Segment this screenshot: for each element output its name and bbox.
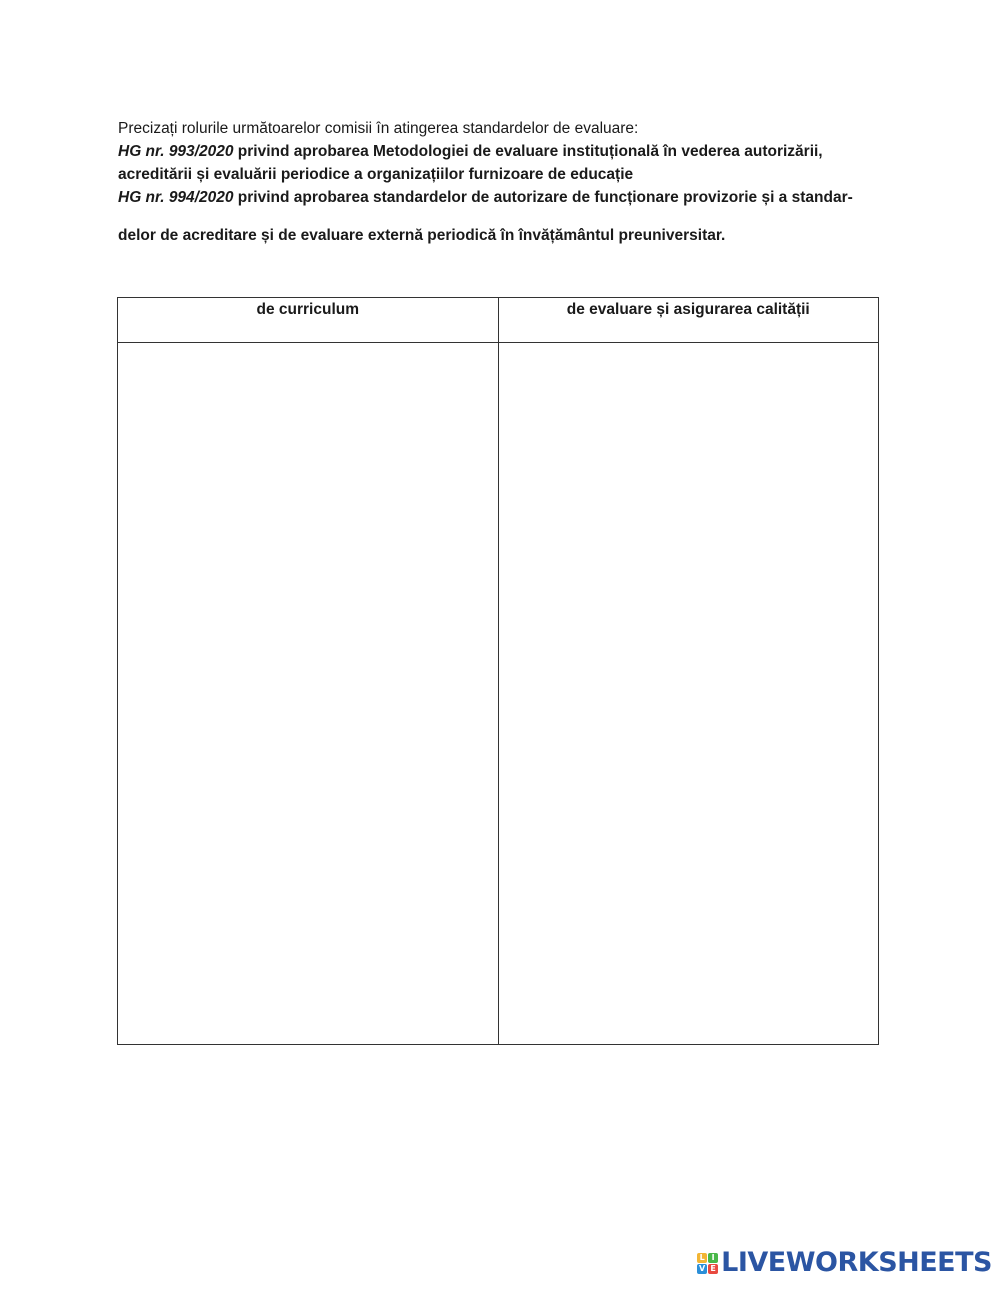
logo-mark-letter: V xyxy=(699,1263,706,1273)
law-993-ref: HG nr. 993/2020 xyxy=(118,143,234,160)
answer-cell-evaluation-quality xyxy=(498,343,879,1045)
logo-mark-letter: I xyxy=(708,1253,718,1263)
column-header-evaluation-quality: de evaluare și asigurarea calității xyxy=(498,298,879,343)
instruction-intro: Precizați rolurile următoarelor comisii în atingerea standardelor de evaluare: xyxy=(118,120,639,137)
law-994-text-line2: delor de acreditare și de evaluare externă periodică în învățământul preuniversitar. xyxy=(118,227,726,244)
law-994-text-line1: privind aprobarea standardelor de autorizare de funcționare provizorie și a standar- xyxy=(233,189,853,206)
liveworksheets-logo xyxy=(697,1249,992,1277)
instructions-block xyxy=(118,117,898,247)
law-993-text-line1: privind aprobarea Metodologiei de evaluare instituțională în vederea autorizării, xyxy=(233,143,823,160)
table-answer-row xyxy=(118,343,879,1045)
table-header-row xyxy=(118,298,879,343)
law-reference-993 xyxy=(118,140,898,186)
roles-table xyxy=(117,297,879,1045)
logo-mark-icon xyxy=(697,1253,718,1274)
answer-input-curriculum[interactable] xyxy=(118,343,498,1044)
logo-text: LIVEWORKSHEETS xyxy=(721,1247,992,1278)
logo-mark-letter: L xyxy=(697,1253,707,1263)
law-994-ref: HG nr. 994/2020 xyxy=(118,189,234,206)
column-header-curriculum: de curriculum xyxy=(118,298,499,343)
answer-cell-curriculum xyxy=(118,343,499,1045)
law-reference-994 xyxy=(118,186,898,247)
logo-mark-letter: E xyxy=(708,1264,718,1274)
answer-input-evaluation-quality[interactable] xyxy=(499,343,879,1044)
law-993-text-line2: acreditării și evaluării periodice a organizațiilor furnizoare de educație xyxy=(118,166,634,183)
